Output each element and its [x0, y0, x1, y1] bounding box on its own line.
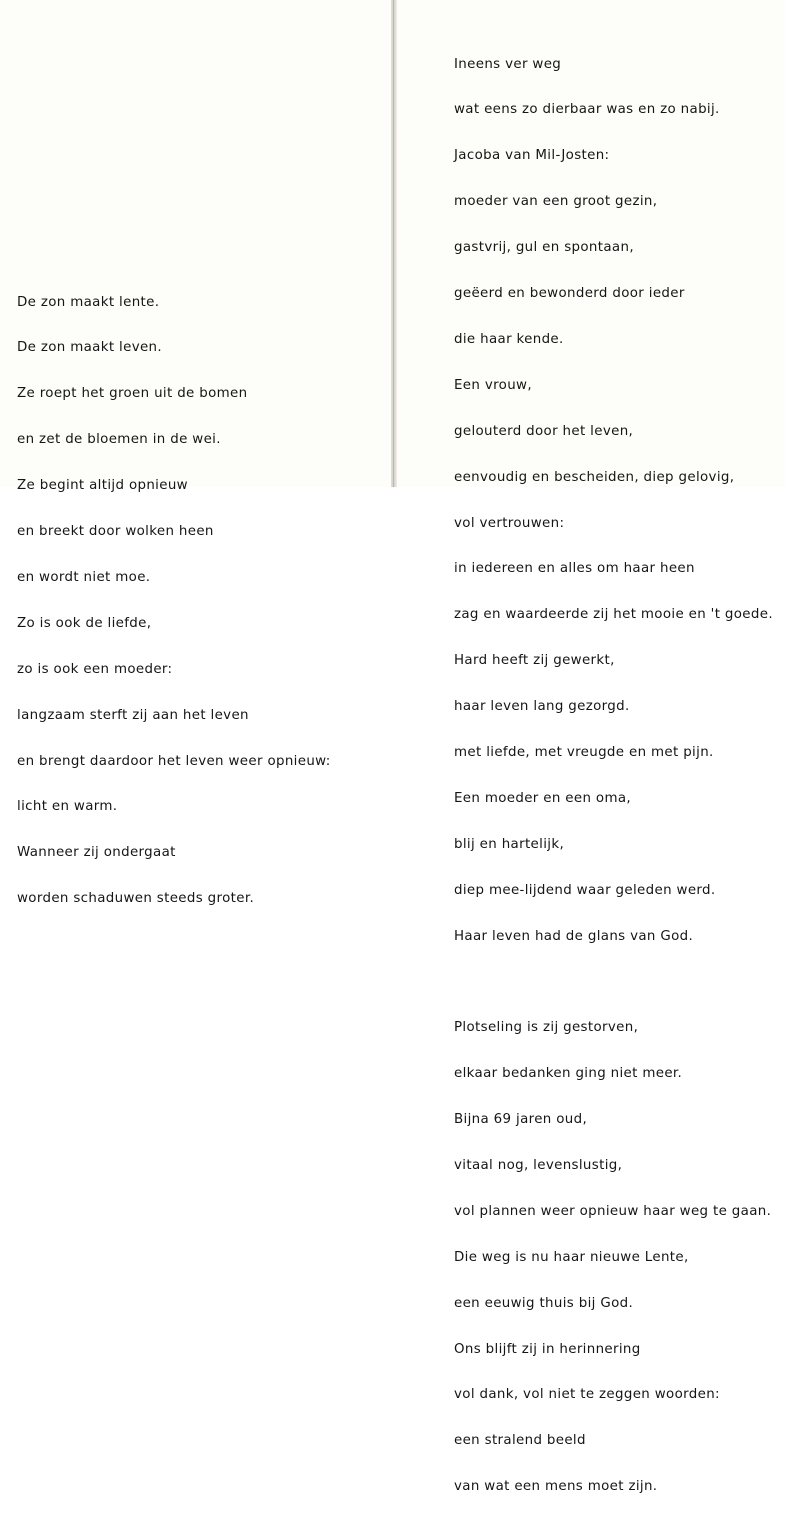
poem-line: wat eens zo dierbaar was en zo nabij. [454, 102, 720, 118]
poem-line: Plotseling is zij gestorven, [454, 1020, 639, 1036]
poem-line: worden schaduwen steeds groter. [17, 891, 255, 907]
poem-line: Haar leven had de glans van God. [454, 928, 694, 944]
poem-line: Zo is ook de liefde, [17, 615, 152, 631]
poem-line: Ze begint altijd opnieuw [17, 478, 188, 494]
poem-line: haar leven lang gezorgd. [454, 699, 630, 715]
right-poem [454, 26, 773, 1525]
poem-line: een eeuwig thuis bij God. [454, 1295, 634, 1311]
poem-line: licht en warm. [17, 799, 118, 815]
poem-line: en brengt daardoor het leven weer opnieuw: [17, 753, 331, 769]
poem-line: langzaam sterft zij aan het leven [17, 707, 249, 723]
poem-line: Bijna 69 jaren oud, [454, 1112, 588, 1128]
poem-line: met liefde, met vreugde en met pijn. [454, 744, 714, 760]
poem-line: zo is ook een moeder: [17, 661, 173, 677]
poem-line: Een moeder en een oma, [454, 790, 632, 806]
page-fold-line [393, 0, 394, 487]
poem-line: Een vrouw, [454, 377, 532, 393]
poem-line: en zet de bloemen in de wei. [17, 432, 221, 448]
poem-line: geëerd en bewonderd door ieder [454, 286, 685, 302]
poem-line: eenvoudig en bescheiden, diep gelovig, [454, 469, 735, 485]
poem-line: Hard heeft zij gewerkt, [454, 653, 615, 669]
poem-line: Wanneer zij ondergaat [17, 845, 176, 861]
poem-line: diep mee-lijdend waar geleden werd. [454, 882, 716, 898]
poem-line: en wordt niet moe. [17, 569, 151, 585]
poem-line: Ineens ver weg [454, 56, 562, 72]
left-page [0, 0, 391, 907]
poem-line: Die weg is nu haar nieuwe Lente, [454, 1249, 689, 1265]
poem-line: vol vertrouwen: [454, 515, 565, 531]
poem-line: elkaar bedanken ging niet meer. [454, 1066, 683, 1082]
poem-line: Jacoba van Mil-Josten: [454, 148, 610, 164]
left-poem [17, 264, 331, 937]
poem-line: vol dank, vol niet te zeggen woorden: [454, 1387, 720, 1403]
poem-line: een stralend beeld [454, 1433, 586, 1449]
poem-line: blij en hartelijk, [454, 836, 565, 852]
poem-line: vol plannen weer opnieuw haar weg te gaan. [454, 1203, 772, 1219]
poem-line: van wat een mens moet zijn. [454, 1479, 658, 1495]
poem-line: die haar kende. [454, 331, 564, 347]
poem-line: moeder van een groot gezin, [454, 194, 658, 210]
poem-line: vitaal nog, levenslustig, [454, 1157, 623, 1173]
poem-line: en breekt door wolken heen [17, 524, 214, 540]
poem-line: De zon maakt leven. [17, 340, 163, 356]
poem-line: gastvrij, gul en spontaan, [454, 240, 634, 256]
poem-line: De zon maakt lente. [17, 294, 160, 310]
poem-line: zag en waardeerde zij het mooie en 't goede. [454, 607, 773, 623]
poem-line: in iedereen en alles om haar heen [454, 561, 695, 577]
poem-line: Ze roept het groen uit de bomen [17, 386, 248, 402]
poem-line: gelouterd door het leven, [454, 423, 634, 439]
stanza-break [454, 974, 773, 989]
poem-line: Ons blijft zij in herinnering [454, 1341, 641, 1357]
